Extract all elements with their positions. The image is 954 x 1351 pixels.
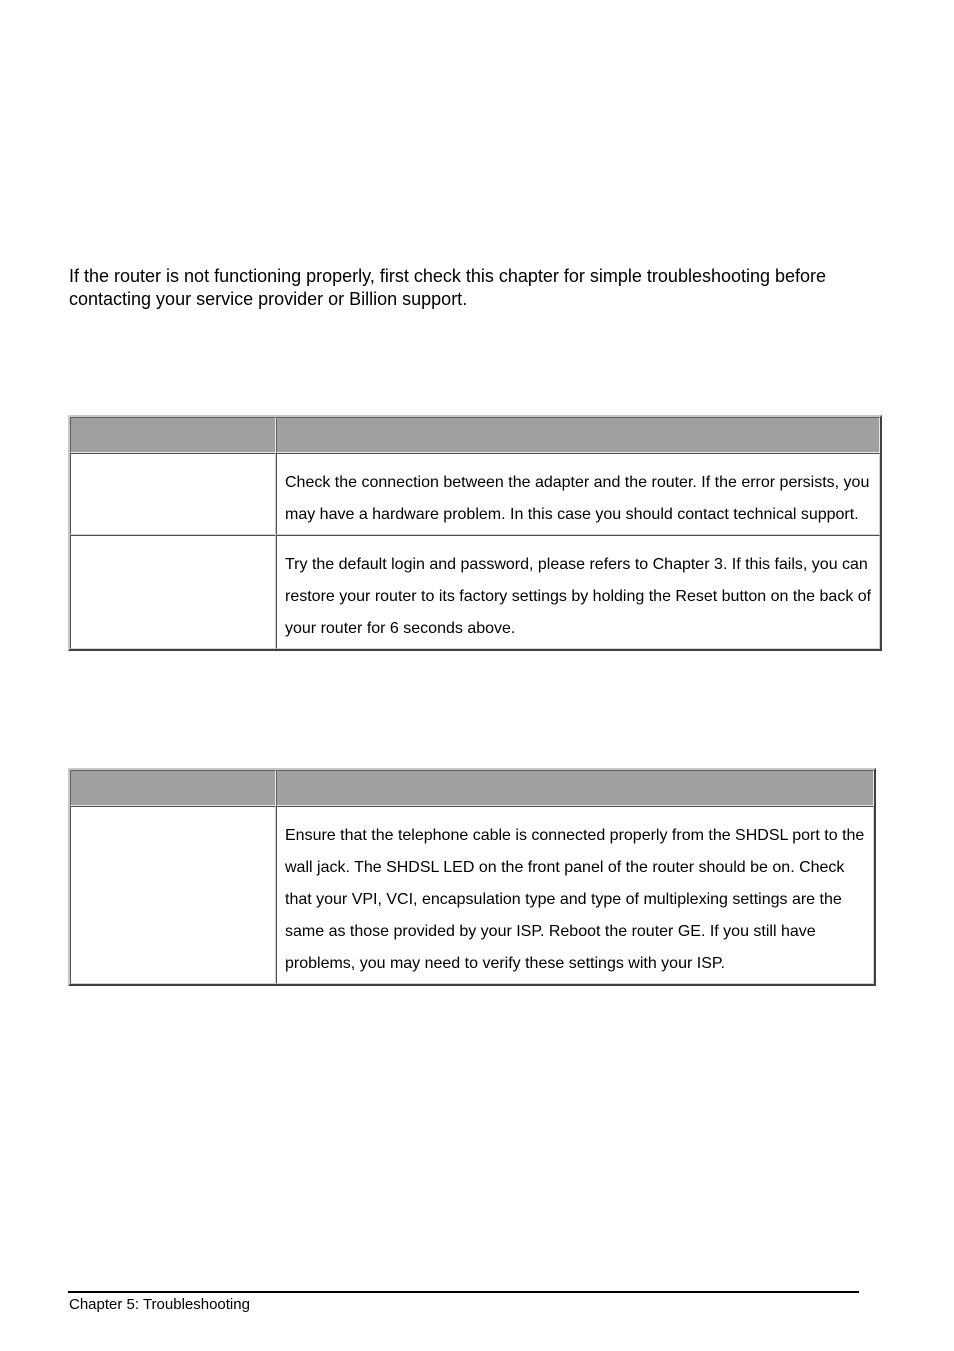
table-row bbox=[70, 535, 880, 649]
header-cell-solution bbox=[276, 770, 874, 806]
solution-text: Check the connection between the adapter and the router. If the error persists, you may have a hardware problem. In this case you should contact technical support. bbox=[285, 474, 870, 523]
table-row bbox=[70, 806, 874, 984]
solution-cell bbox=[276, 806, 874, 984]
problem-cell bbox=[70, 453, 276, 535]
solution-text: Ensure that the telephone cable is connected properly from the SHDSL port to the wall jack. The SHDSL LED on the front panel of the router should be on. Check that your VPI, VCI, encapsulation type and type of multiplexing settings are the same as those provided by your ISP. Reboot the router GE. If you still have problems, you may need to verify these settings with your ISP. bbox=[285, 827, 865, 972]
header-cell-problem bbox=[70, 417, 276, 453]
intro-paragraph: If the router is not functioning properly, first check this chapter for simple troubleshooting before contacting your service provider or Billion support. bbox=[69, 266, 827, 309]
troubleshooting-table-general bbox=[68, 415, 882, 651]
footer-divider bbox=[68, 1291, 859, 1293]
solution-cell bbox=[276, 453, 880, 535]
table-row bbox=[70, 453, 880, 535]
header-cell-problem bbox=[70, 770, 276, 806]
problem-cell bbox=[70, 806, 276, 984]
problem-cell bbox=[70, 535, 276, 649]
table-header-row bbox=[70, 417, 880, 453]
footer-chapter-title: Chapter 5: Troubleshooting bbox=[69, 1296, 250, 1313]
solution-text: Try the default login and password, please refers to Chapter 3. If this fails, you can restore your router to its factory settings by holding the Reset button on the back of your router for 6 seconds above. bbox=[285, 556, 872, 637]
header-cell-solution bbox=[276, 417, 880, 453]
table-header-row bbox=[70, 770, 874, 806]
solution-cell bbox=[276, 535, 880, 649]
troubleshooting-table-internet bbox=[68, 768, 876, 986]
